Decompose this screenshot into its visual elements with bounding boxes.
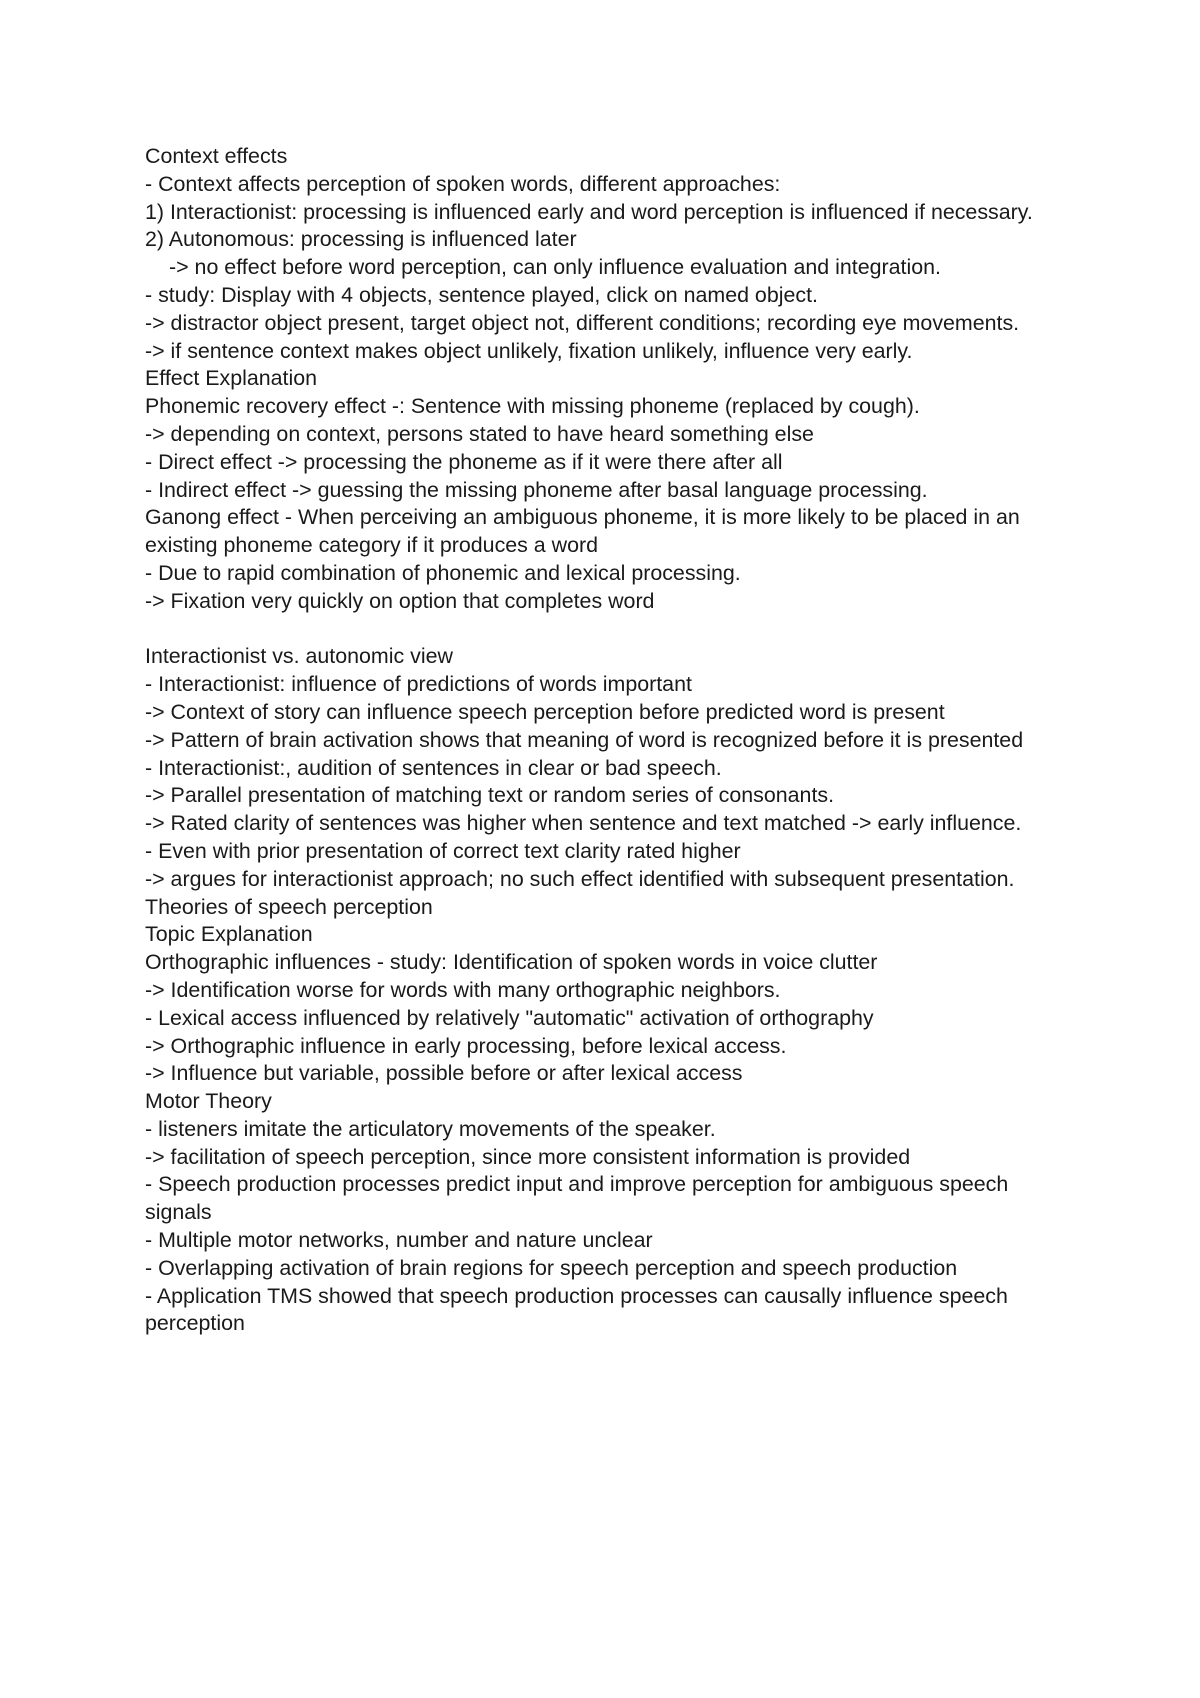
text-line: -> argues for interactionist approach; no such effect identified with subsequent presentation. [145,866,1015,891]
text-line: -> Pattern of brain activation shows that meaning of word is recognized before it is presented [145,727,1024,752]
text-line: - study: Display with 4 objects, sentence played, click on named object. [145,282,818,307]
text-line: -> no effect before word perception, can only influence evaluation and integration. [169,255,941,280]
text-line: - Application TMS showed that speech production processes can causally influence speech perception [145,1283,1014,1336]
document-body [145,143,1075,1338]
text-line: 1) Interactionist: processing is influenced early and word perception is influenced if necessary. [145,199,1033,224]
text-line: -> Orthographic influence in early processing, before lexical access. [145,1033,787,1058]
text-line: -> facilitation of speech perception, since more consistent information is provided [145,1144,911,1169]
blank-line [145,616,1075,644]
text-line: -> depending on context, persons stated to have heard something else [145,421,814,446]
text-line: Theories of speech perception [145,894,433,919]
text-line: - listeners imitate the articulatory movements of the speaker. [145,1116,716,1141]
text-line: Orthographic influences - study: Identification of spoken words in voice clutter [145,950,878,975]
text-line: -> Identification worse for words with many orthographic neighbors. [145,977,781,1002]
text-line: Ganong effect - When perceiving an ambiguous phoneme, it is more likely to be placed in an existing phoneme category if it produces a word [145,505,1026,558]
text-line: - Speech production processes predict input and improve perception for ambiguous speech signals [145,1172,1015,1225]
text-line: Phonemic recovery effect -: Sentence with missing phoneme (replaced by cough). [145,394,920,419]
text-line: - Overlapping activation of brain regions for speech perception and speech production [145,1255,958,1280]
text-line: - Even with prior presentation of correct text clarity rated higher [145,838,741,863]
text-line: -> distractor object present, target object not, different conditions; recording eye movements. [145,310,1020,335]
text-line: Topic Explanation [145,922,313,947]
text-line: - Multiple motor networks, number and nature unclear [145,1228,653,1253]
text-line: -> Influence but variable, possible before or after lexical access [145,1061,743,1086]
text-line: Motor Theory [145,1089,272,1114]
text-line: - Lexical access influenced by relatively "automatic" activation of orthography [145,1005,874,1030]
text-line: - Interactionist:, audition of sentences in clear or bad speech. [145,755,722,780]
text-line: -> Parallel presentation of matching text or random series of consonants. [145,783,835,808]
text-line: - Context affects perception of spoken words, different approaches: [145,171,781,196]
text-line: -> if sentence context makes object unlikely, fixation unlikely, influence very early. [145,338,913,363]
text-line: -> Context of story can influence speech perception before predicted word is present [145,699,945,724]
text-line: - Indirect effect -> guessing the missing phoneme after basal language processing. [145,477,928,502]
text-line: - Due to rapid combination of phonemic and lexical processing. [145,560,741,585]
text-line: - Direct effect -> processing the phoneme as if it were there after all [145,449,783,474]
text-line: -> Rated clarity of sentences was higher when sentence and text matched -> early influence. [145,811,1022,836]
text-line: -> Fixation very quickly on option that completes word [145,588,655,613]
text-line: Interactionist vs. autonomic view [145,644,453,669]
text-line: Effect Explanation [145,366,318,391]
text-line: - Interactionist: influence of predictions of words important [145,672,692,697]
text-line: 2) Autonomous: processing is influenced later [145,227,577,252]
text-line: Context effects [145,144,288,168]
